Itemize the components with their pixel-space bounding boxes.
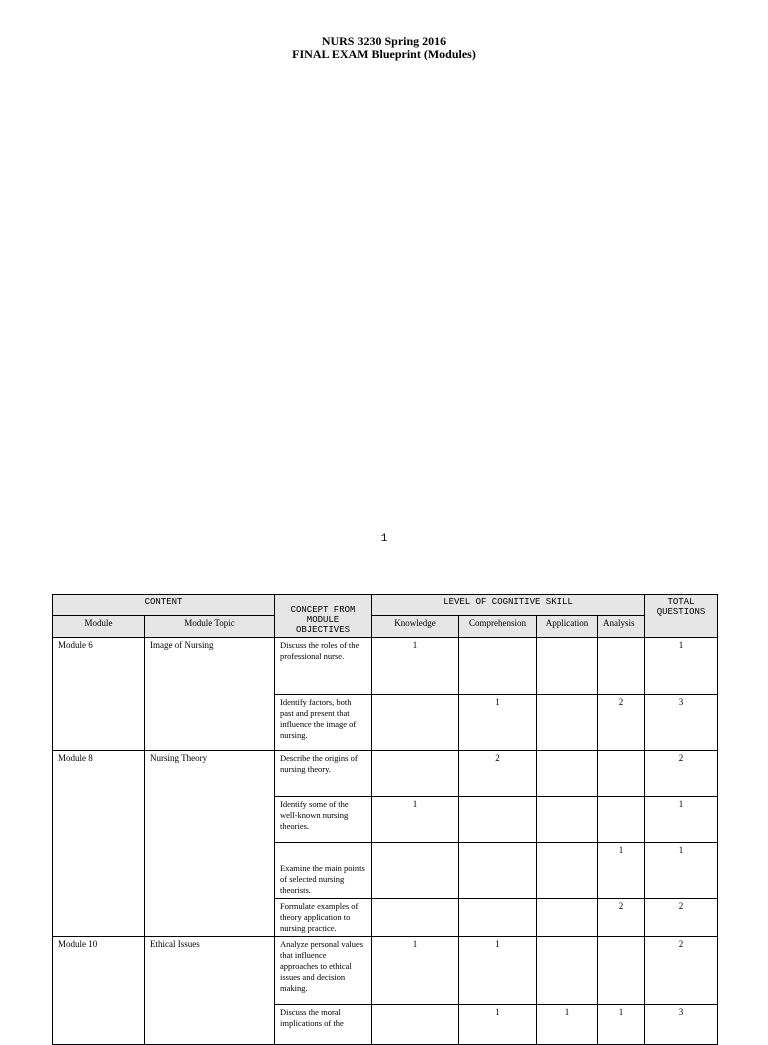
total-cell: 2 [645, 899, 718, 937]
comprehension-cell: 1 [459, 937, 537, 1005]
application-cell [537, 695, 598, 751]
module-cell: Module 6 [53, 638, 145, 751]
knowledge-header: Knowledge [372, 616, 459, 638]
level-header: LEVEL OF COGNITIVE SKILL [372, 595, 645, 616]
total-cell: 2 [645, 937, 718, 1005]
knowledge-cell: 1 [372, 937, 459, 1005]
analysis-header: Analysis [598, 616, 645, 638]
comprehension-cell: 1 [459, 695, 537, 751]
application-cell [537, 937, 598, 1005]
module-topic-cell: Image of Nursing [145, 638, 275, 751]
comprehension-cell: 1 [459, 1005, 537, 1045]
total-cell: 1 [645, 843, 718, 899]
table-row [53, 638, 718, 695]
content-header: CONTENT [53, 595, 275, 616]
document-header [0, 35, 768, 61]
module-cell: Module 8 [53, 751, 145, 937]
analysis-cell [598, 937, 645, 1005]
application-cell [537, 899, 598, 937]
analysis-cell [598, 797, 645, 843]
concept-header: CONCEPT FROM MODULE OBJECTIVES [275, 595, 372, 638]
total-cell: 3 [645, 1005, 718, 1045]
analysis-cell: 1 [598, 1005, 645, 1045]
objective-cell: Identify some of the well-known nursing theories. [275, 797, 372, 843]
analysis-cell: 2 [598, 695, 645, 751]
table-row [53, 937, 718, 1005]
objective-cell: Describe the origins of nursing theory. [275, 751, 372, 797]
knowledge-cell: 1 [372, 797, 459, 843]
comprehension-cell [459, 797, 537, 843]
objective-cell: Discuss the moral implications of the [275, 1005, 372, 1045]
module-topic-cell: Ethical Issues [145, 937, 275, 1045]
analysis-cell [598, 638, 645, 695]
comprehension-cell [459, 899, 537, 937]
application-header: Application [537, 616, 598, 638]
knowledge-cell [372, 695, 459, 751]
application-cell [537, 638, 598, 695]
total-header: TOTAL QUESTIONS [645, 595, 718, 638]
module-topic-header: Module Topic [145, 616, 275, 638]
objective-cell: Formulate examples of theory application to nursing practice. [275, 899, 372, 937]
module-topic-cell: Nursing Theory [145, 751, 275, 937]
application-cell: 1 [537, 1005, 598, 1045]
comprehension-cell [459, 843, 537, 899]
objective-cell: Examine the main points of selected nursing theorists. [275, 843, 372, 899]
knowledge-cell: 1 [372, 638, 459, 695]
analysis-cell: 1 [598, 843, 645, 899]
knowledge-cell [372, 751, 459, 797]
page-number: 1 [380, 533, 388, 545]
blueprint-table [52, 594, 718, 1045]
analysis-cell [598, 751, 645, 797]
total-cell: 3 [645, 695, 718, 751]
exam-title: FINAL EXAM Blueprint (Modules) [292, 47, 476, 61]
total-cell: 2 [645, 751, 718, 797]
total-cell: 1 [645, 638, 718, 695]
comprehension-cell: 2 [459, 751, 537, 797]
objective-cell: Discuss the roles of the professional nurse. [275, 638, 372, 695]
application-cell [537, 843, 598, 899]
table-row [53, 751, 718, 797]
course-title: NURS 3230 Spring 2016 [321, 34, 447, 48]
module-header: Module [53, 616, 145, 638]
application-cell [537, 751, 598, 797]
application-cell [537, 797, 598, 843]
objective-cell: Analyze personal values that influence approaches to ethical issues and decision making. [275, 937, 372, 1005]
comprehension-header: Comprehension [459, 616, 537, 638]
knowledge-cell [372, 1005, 459, 1045]
objective-cell: Identify factors, both past and present that influence the image of nursing. [275, 695, 372, 751]
module-cell: Module 10 [53, 937, 145, 1045]
knowledge-cell [372, 843, 459, 899]
knowledge-cell [372, 899, 459, 937]
total-cell: 1 [645, 797, 718, 843]
comprehension-cell [459, 638, 537, 695]
analysis-cell: 2 [598, 899, 645, 937]
